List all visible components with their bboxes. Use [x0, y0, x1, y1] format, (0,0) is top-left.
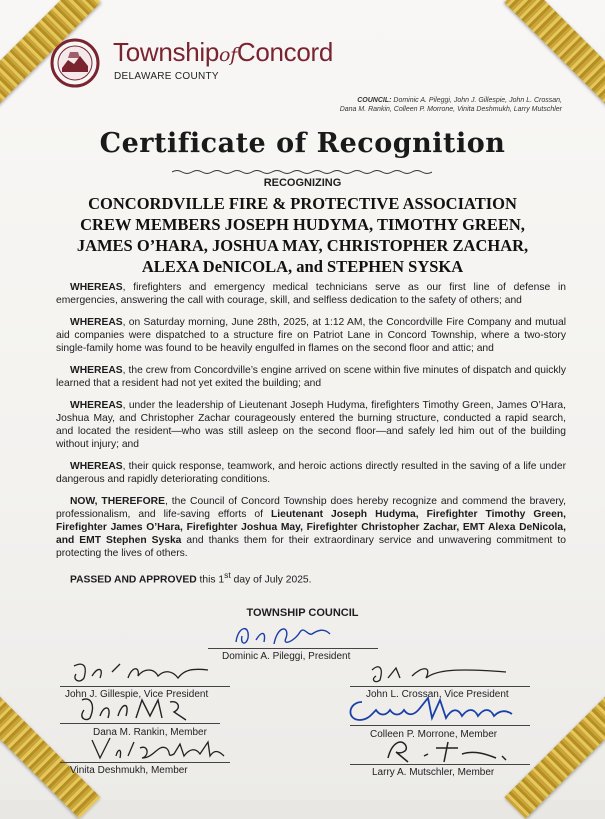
honorees-line: CONCORDVILLE FIRE & PROTECTIVE ASSOCIATION — [88, 194, 517, 213]
recognizing-label: RECOGNIZING — [263, 177, 342, 189]
signature-line-crossan — [350, 686, 530, 687]
signature-crossan — [366, 660, 516, 688]
signer-morrone: Colleen P. Morrone, Member — [370, 729, 498, 740]
signer-deshmukh: Vinita Deshmukh, Member — [70, 765, 188, 776]
signature-pileggi — [228, 620, 338, 650]
signature-line-gillespie — [60, 686, 230, 687]
county-name: DELAWARE COUNTY — [114, 71, 219, 82]
signature-line-rankin — [60, 723, 220, 724]
certificate-body — [56, 281, 566, 595]
signature-line-deshmukh — [60, 762, 230, 763]
township-council-heading: TOWNSHIP COUNCIL — [246, 607, 359, 619]
signature-morrone — [344, 694, 520, 728]
whereas-paragraph-2: WHEREAS, on Saturday morning, June 28th, 2025, at 1:12 AM, the Concordville Fire Company and mutual aid companies were dispatched to a structure fire on Patriot Lane in Concord Township, where a two-story single-family home was found to be heavily engulfed in flames on the second floor and attic; and — [56, 317, 566, 354]
signer-president: Dominic A. Pileggi, President — [222, 651, 351, 662]
township-seal-logo — [50, 38, 100, 88]
township-name: TownshipofConcord — [113, 37, 334, 67]
honorees-line: JAMES O’HARA, JOSHUA MAY, CHRISTOPHER ZACHAR, — [76, 236, 529, 255]
whereas-paragraph-3: WHEREAS, the crew from Concordville’s engine arrived on scene within five minutes of dispatch and quickly learned that a resident had not yet exited the building; and — [56, 365, 566, 389]
signature-line-mutschler — [350, 764, 530, 765]
signature-rankin — [74, 694, 204, 724]
honorees-line: ALEXA DeNICOLA, and STEPHEN SYSKA — [141, 257, 464, 276]
whereas-paragraph-5: WHEREAS, their quick response, teamwork, and heroic actions directly resulted in the saving of a life under dangerous and rapidly deteriorating conditions. — [56, 461, 566, 485]
signature-line-morrone — [350, 725, 530, 726]
signer-mutschler: Larry A. Mutschler, Member — [372, 767, 495, 778]
signature-gillespie — [68, 658, 218, 686]
ornamental-divider — [172, 169, 432, 175]
signer-crossan: John L. Crossan, Vice President — [366, 689, 509, 700]
resolution-paragraph: NOW, THEREFORE, the Council of Concord Township does hereby recognize and commend the bravery, professionalism, and life-saving efforts of Lieutenant Joseph Hudyma, Firefighter Timothy Green, Firefighter James O’Hara, Firefighter Joshua May, Firefighter Christopher Zachar, EMT Alexa DeNicola, and EMT Stephen Syska and thanks them for their extraordinary service and unwavering commitment to protecting the lives of others. — [56, 496, 566, 559]
whereas-paragraph-4: WHEREAS, under the leadership of Lieutenant Joseph Hudyma, firefighters Timothy Green, James O’Hara, Joshua May, and Christopher Zachar courageously entered the burning structure, conducted a rapid search, and located the resident—who was still asleep on the second floor—and safely led him out of the building without injury; and — [56, 400, 566, 450]
certificate-title: Certificate of Recognition — [99, 128, 506, 159]
signature-deshmukh — [88, 734, 228, 764]
signer-rankin: Dana M. Rankin, Member — [93, 727, 207, 738]
council-roster: COUNCIL: Dominic A. Pileggi, John J. Gillespie, John L. Crossan, Dana M. Rankin, Colleen P. Morrone, Vinita Deshmukh, Larry Mutschler — [339, 97, 562, 113]
signature-mutschler — [378, 734, 518, 764]
honorees-block — [30, 193, 575, 277]
whereas-paragraph-1: WHEREAS, firefighters and emergency medical technicians serve as our first line of defense in emergencies, answering the call with courage, skill, and selfless dedication to the safety of others; and — [56, 282, 566, 306]
passed-approved-line: PASSED AND APPROVED this 1st day of July 2025. — [70, 570, 312, 586]
signer-gillespie: John J. Gillespie, Vice President — [65, 689, 209, 700]
signature-line-president — [208, 648, 378, 649]
honorees-line: CREW MEMBERS JOSEPH HUDYMA, TIMOTHY GREEN, — [80, 215, 525, 234]
